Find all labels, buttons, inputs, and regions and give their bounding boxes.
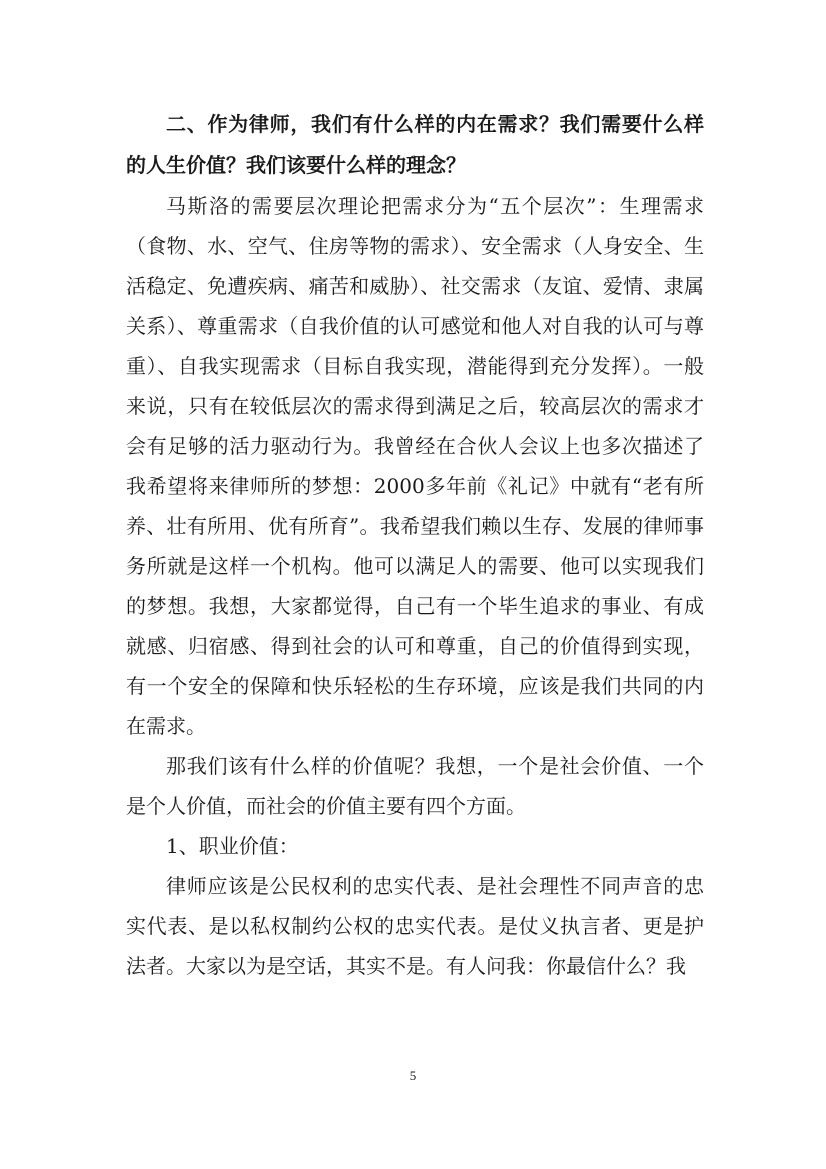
paragraph-subheading-professional-value: 1、职业价值： [166, 834, 299, 858]
page-body [126, 104, 704, 986]
page-number: 5 [409, 1068, 417, 1083]
paragraph-values: 那我们该有什么样的价值呢？我想，一个是社会价值、一个是个人价值，而社会的价值主要有四个方面。 [126, 754, 704, 818]
section-heading: 二、作为律师，我们有什么样的内在需求？我们需要什么样的人生价值？我们该要什么样的理念？ [126, 112, 704, 177]
paragraph-maslow: 马斯洛的需要层次理论把需求分为“五个层次”：生理需求（食物、水、空气、住房等物的需求）、安全需求（人身安全、生活稳定、免遭疾病、痛苦和威胁）、社交需求（友谊、爱情、隶属关系）、尊重需求（自我价值的认可感觉和他人对自我的认可与尊重）、自我实现需求（目标自我实现，潜能得到充分发挥）。一般来说，只有在较低层次的需求得到满足之后，较高层次的需求才会有足够的活力驱动行为。我曾经在合伙人会议上也多次描述了我希望将来律师所的梦想：2000多年前《礼记》中就有“老有所养、壮有所用、优有所育”。我希望我们赖以生存、发展的律师事务所就是这样一个机构。他可以满足人的需要、他可以实现我们的梦想。我想，大家都觉得，自己有一个毕生追求的事业、有成就感、归宿感、得到社会的认可和尊重，自己的价值得到实现，有一个安全的保障和快乐轻松的生存环境，应该是我们共同的内在需求。 [126, 194, 704, 738]
paragraph-lawyer-role: 律师应该是公民权利的忠实代表、是社会理性不同声音的忠实代表、是以私权制约公权的忠实代表。是仗义执言者、更是护法者。大家以为是空话，其实不是。有人问我：你最信什么？我 [126, 874, 704, 978]
